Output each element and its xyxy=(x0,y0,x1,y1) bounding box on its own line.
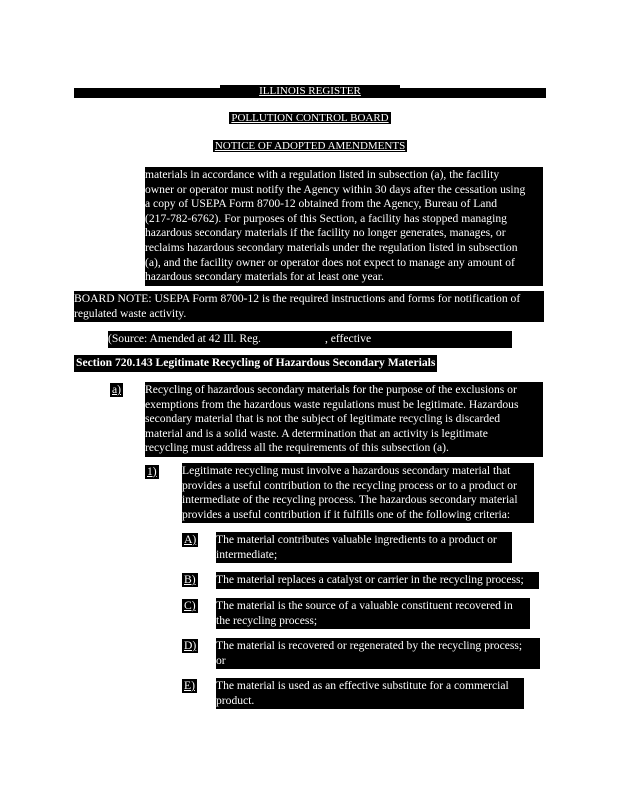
criterion-c-label: C) xyxy=(184,599,196,612)
notice-title xyxy=(150,140,470,153)
criterion-line: The material is used as an effective substitute for a commercial xyxy=(216,679,509,692)
para-line: (a), and the facility owner or operator does not expect to manage any amount of xyxy=(145,255,515,269)
criterion-a-label: A) xyxy=(184,533,197,546)
subsection-a-line: Recycling of hazardous secondary materials for the purpose of the exclusions or xyxy=(145,383,517,396)
criterion-line: the recycling process; xyxy=(216,613,318,627)
subsection-a-text xyxy=(145,382,543,457)
board-note-line: regulated waste activity. xyxy=(74,306,187,320)
criterion-line: The material is recovered or regenerated by the recycling process; xyxy=(216,639,523,652)
item-1-line: provides a useful contribution if it fulfills one of the following criteria: xyxy=(182,507,511,521)
board-title-text: POLLUTION CONTROL BOARD xyxy=(231,112,389,124)
criterion-line: The material replaces a catalyst or carrier in the recycling process; xyxy=(216,573,524,586)
source-prefix: (Source: Amended at 42 Ill. Reg. xyxy=(108,332,261,345)
subsection-a-line: secondary material that is not the subject of legitimate recycling is discarded xyxy=(145,412,501,426)
para-line: (217-782-6762). For purposes of this Section, a facility has stopped managing xyxy=(145,211,507,225)
criterion-e-text xyxy=(216,678,524,709)
subsection-a-line: material and is a solid waste. A determination that an activity is legitimate xyxy=(145,426,488,440)
section-heading: Section 720.143 Legitimate Recycling of Hazardous Secondary Materials xyxy=(74,355,437,372)
criterion-line: The material contributes valuable ingredients to a product or xyxy=(216,533,497,546)
criterion-b-text xyxy=(216,572,539,589)
item-1-line: intermediate of the recycling process. The hazardous secondary material xyxy=(182,493,518,507)
para-line: hazardous secondary materials if the facility no longer generates, manages, or xyxy=(145,226,506,240)
criterion-b-label: B) xyxy=(184,573,196,586)
criterion-line: intermediate; xyxy=(216,547,278,561)
criterion-c-text xyxy=(216,598,530,629)
register-title: ILLINOIS REGISTER xyxy=(220,85,400,98)
subsection-a-line: recycling must address all the requirements of this subsection (a). xyxy=(145,441,449,455)
criterion-line: or xyxy=(216,653,226,667)
para-line: owner or operator must notify the Agency within 30 days after the cessation using xyxy=(145,182,526,196)
para-line: hazardous secondary materials for at least one year. xyxy=(145,270,384,284)
para-line: reclaims hazardous secondary materials under the regulation listed in subsection xyxy=(145,240,518,254)
criterion-d-text xyxy=(216,638,540,669)
criterion-line: The material is the source of a valuable constituent recovered in xyxy=(216,599,513,612)
item-1-text xyxy=(182,463,534,523)
continued-paragraph xyxy=(145,167,543,286)
para-line: a copy of USEPA Form 8700-12 obtained from the Agency, Bureau of Land xyxy=(145,197,498,211)
para-line: materials in accordance with a regulation listed in subsection (a), the facility xyxy=(145,168,500,181)
item-1-line: Legitimate recycling must involve a hazardous secondary material that xyxy=(182,464,511,477)
subsection-a-line: exemptions from the hazardous waste regulations must be legitimate. Hazardous xyxy=(145,397,519,411)
criterion-line: product. xyxy=(216,693,255,707)
board-title xyxy=(150,112,470,125)
source-effective: , effective xyxy=(324,332,372,345)
board-note xyxy=(74,291,544,322)
item-1-line: provides a useful contribution to the recycling process or to a product or xyxy=(182,478,517,492)
board-note-line: BOARD NOTE: USEPA Form 8700-12 is the required instructions and forms for notification of xyxy=(74,292,521,305)
source-close: ) xyxy=(521,332,525,345)
source-line xyxy=(108,331,525,348)
criterion-d-label: D) xyxy=(184,639,197,652)
item-1-label: 1) xyxy=(147,465,157,478)
notice-title-text: NOTICE OF ADOPTED AMENDMENTS xyxy=(214,140,406,152)
criterion-e-label: E) xyxy=(184,679,195,692)
subsection-a-label: a) xyxy=(112,383,122,396)
criterion-a-text xyxy=(216,532,512,563)
